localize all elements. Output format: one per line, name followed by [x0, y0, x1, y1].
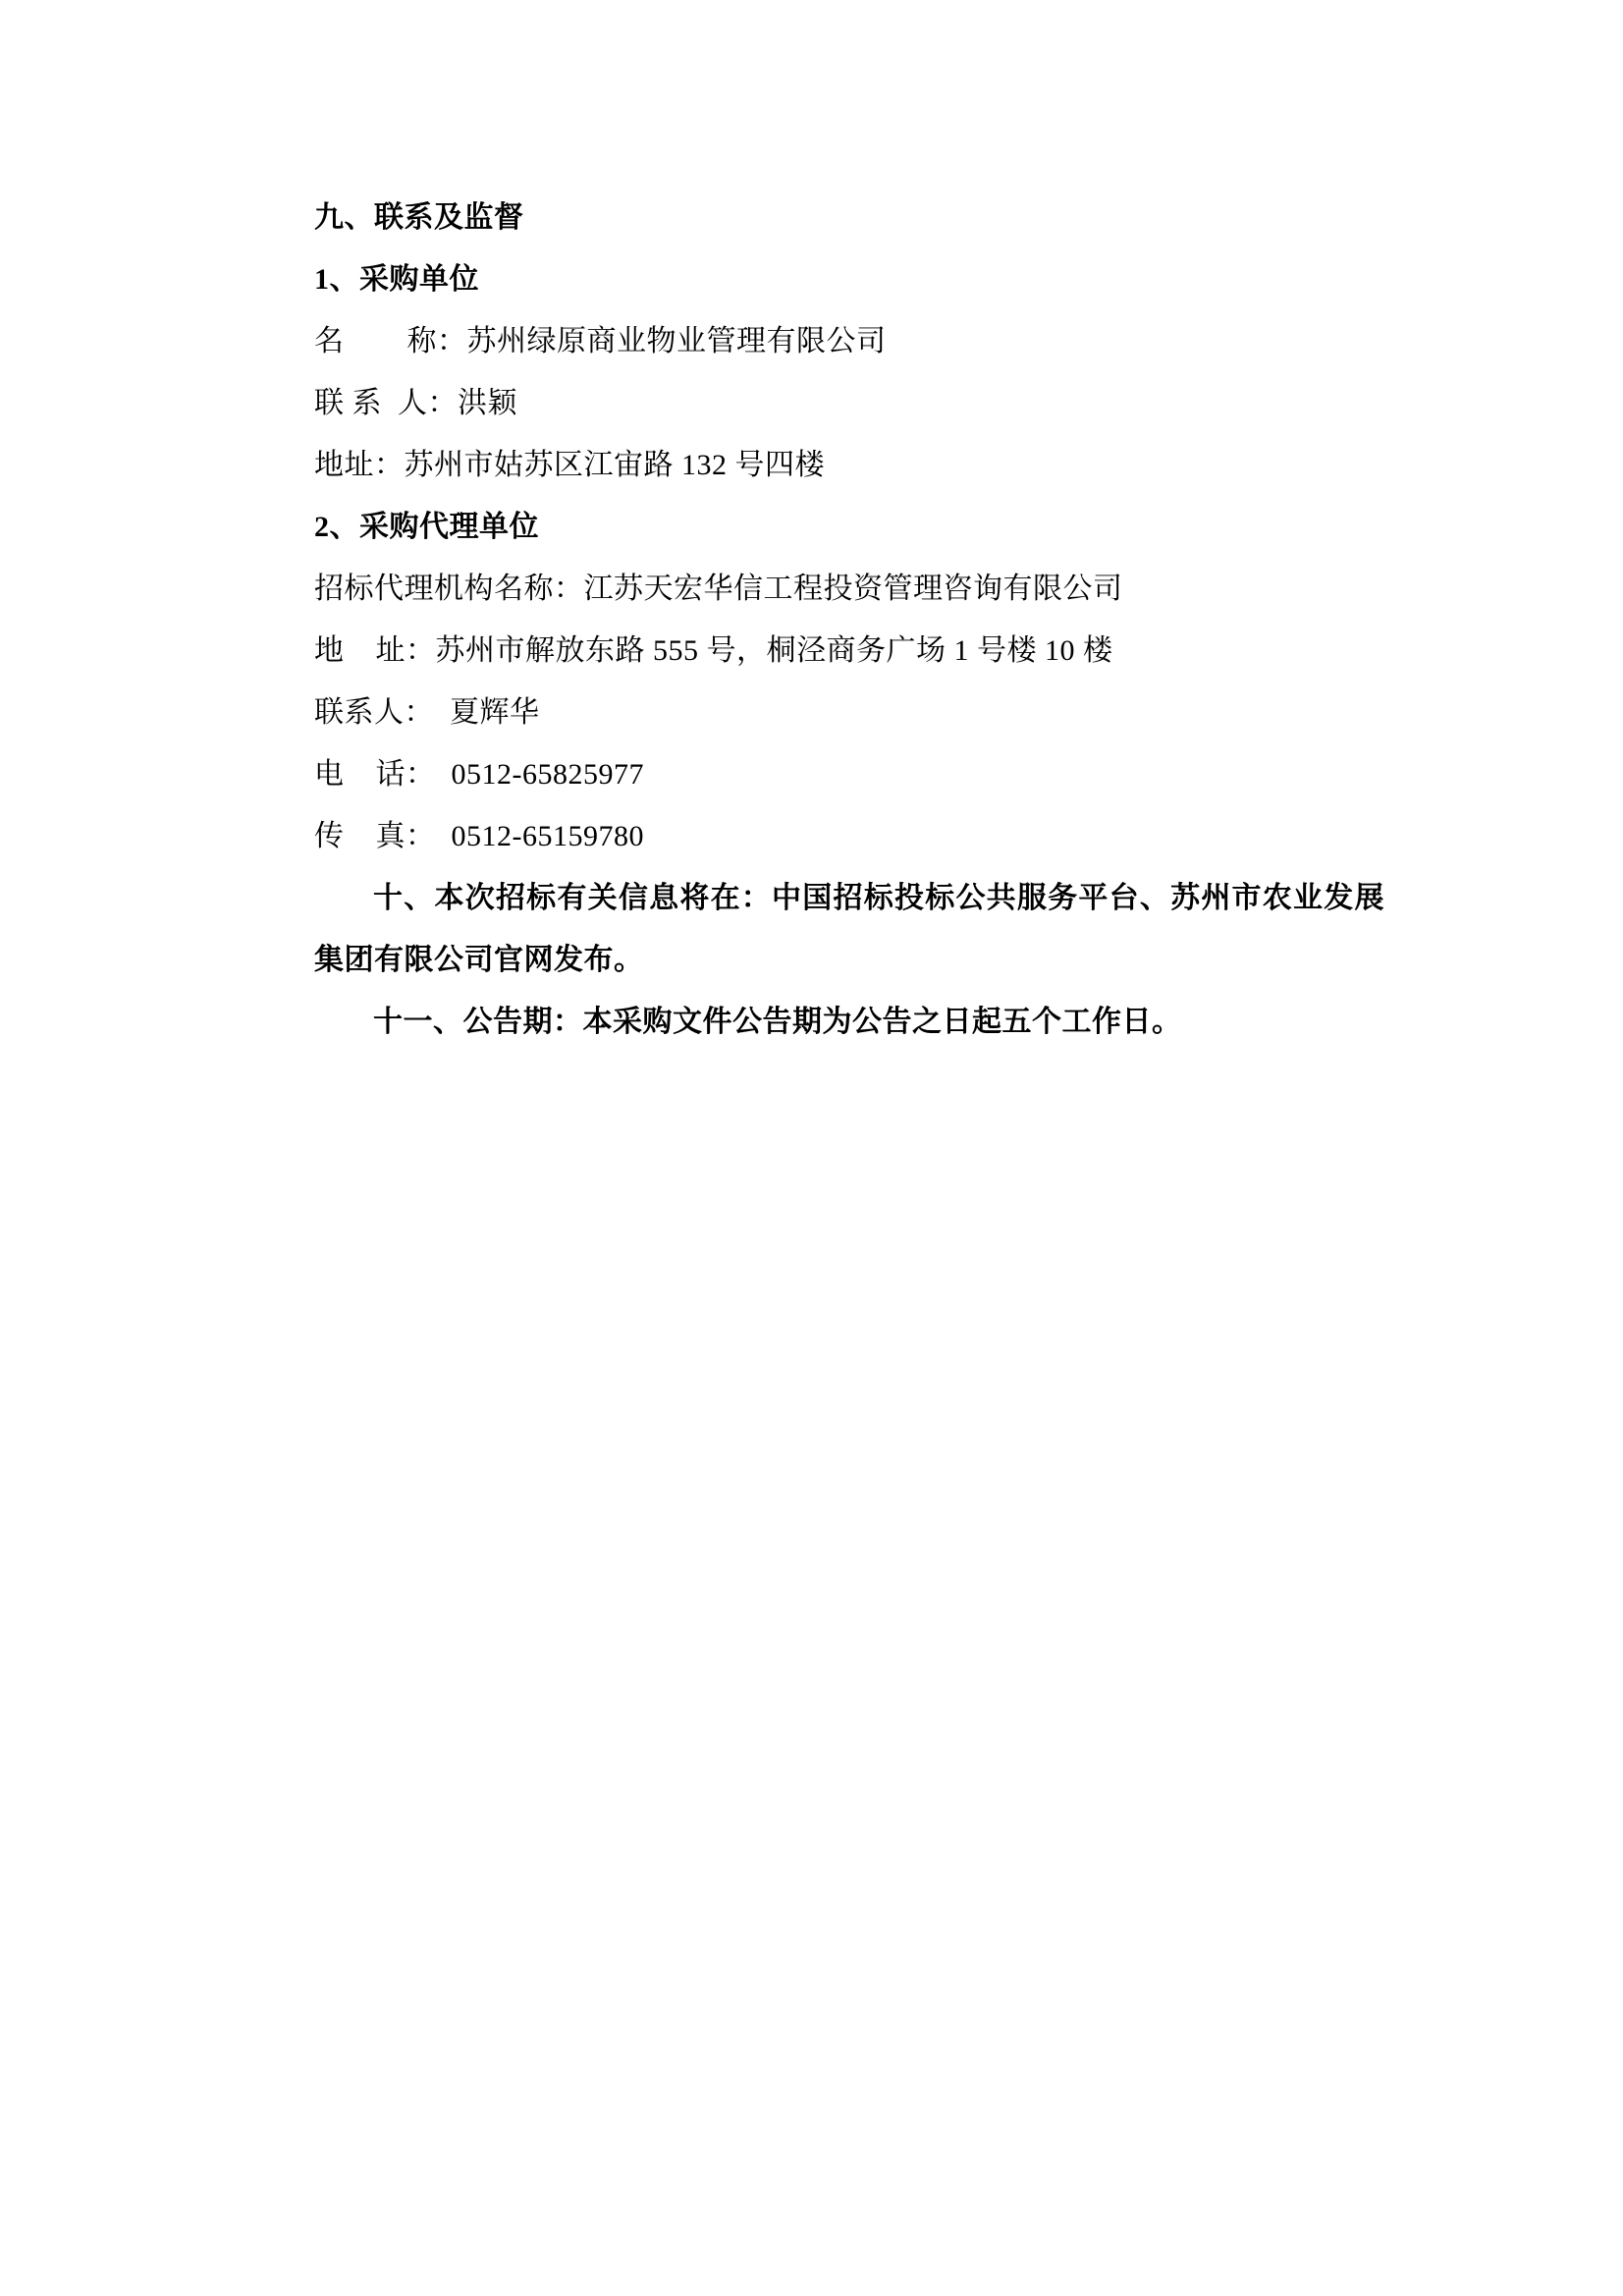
agency-name-line: 招标代理机构名称：江苏天宏华信工程投资管理咨询有限公司 — [314, 573, 1123, 605]
section-heading-nine: 九、联系及监督 — [314, 201, 524, 234]
purchaser-heading: 1、采购单位 — [314, 263, 479, 296]
section-eleven-paragraph: 十一、公告期：本采购文件公告期为公告之日起五个工作日。 — [373, 1006, 1182, 1038]
agency-fax-line: 传 真： 0512-65159780 — [314, 820, 644, 852]
purchaser-name-line: 名 称：苏州绿原商业物业管理有限公司 — [314, 325, 887, 357]
document-body — [314, 187, 1384, 1053]
section-ten-paragraph: 十、本次招标有关信息将在：中国招标投标公共服务平台、苏州市农业发展集团有限公司官网发布。 — [314, 882, 1384, 976]
agency-heading: 2、采购代理单位 — [314, 511, 539, 543]
agency-contact-line: 联系人： 夏辉华 — [314, 696, 540, 729]
purchaser-address-line: 地址：苏州市姑苏区江宙路 132 号四楼 — [314, 449, 825, 481]
agency-phone-line: 电 话： 0512-65825977 — [314, 758, 644, 791]
agency-address-line: 地 址：苏州市解放东路 555 号，桐泾商务广场 1 号楼 10 楼 — [314, 634, 1113, 667]
purchaser-contact-line: 联 系 人：洪颖 — [314, 387, 517, 419]
